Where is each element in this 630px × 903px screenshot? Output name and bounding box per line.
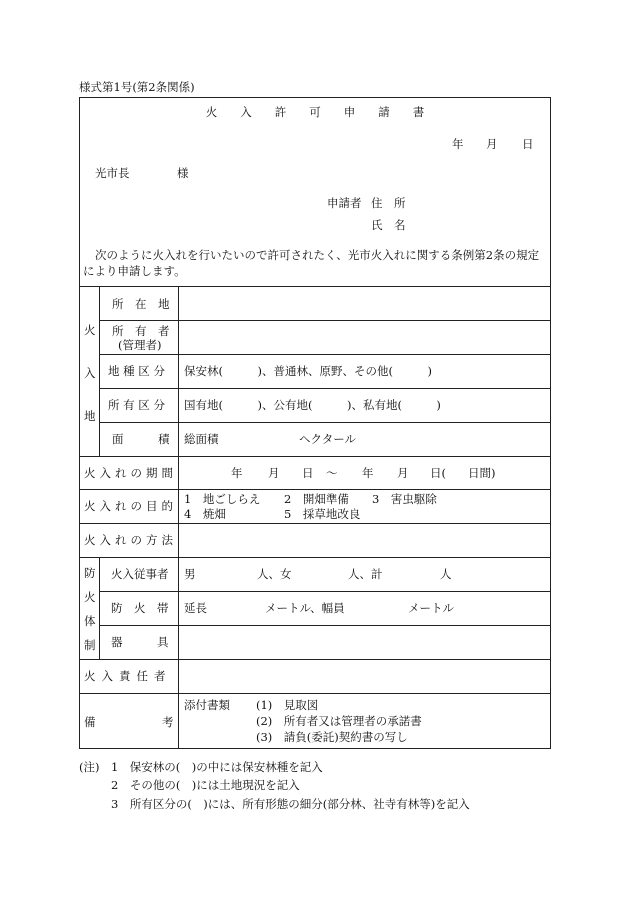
note-line: 3 所有区分の( )には、所有形態の細分(部分林、社寺有林等)を記入 xyxy=(111,797,470,811)
period-day-2: 日( xyxy=(430,466,446,480)
rule xyxy=(79,523,551,524)
period-year: 年 xyxy=(231,466,243,480)
attachment-item: (3) 請負(委託)契約書の写し xyxy=(256,730,408,744)
rule xyxy=(99,625,551,626)
location-label: 所 在 地 xyxy=(112,297,170,311)
rule xyxy=(79,693,551,694)
rule xyxy=(99,320,551,321)
area-value: 総面積 ヘクタール xyxy=(184,432,357,446)
fire-site-group-char: 火 xyxy=(84,323,96,337)
equipment-label: 器 具 xyxy=(111,635,169,649)
rule xyxy=(99,591,551,592)
title-char: 入 xyxy=(240,105,252,119)
purpose-option: 4 焼畑 xyxy=(184,507,226,521)
period-tilde: 〜 xyxy=(326,466,338,480)
owner-label: 所 有 者 xyxy=(112,324,170,338)
manager-label: (管理者) xyxy=(118,338,162,352)
form-number: 様式第1号(第2条関係) xyxy=(79,80,195,94)
applicant-address-label: 住 所 xyxy=(371,196,406,210)
attachment-item: (2) 所有者又は管理者の承諾書 xyxy=(256,714,422,728)
firebreak-length: 延長 xyxy=(184,601,207,615)
fire-prevention-group-char: 防 xyxy=(84,566,96,580)
rule xyxy=(99,286,100,456)
fire-site-group-char: 入 xyxy=(84,366,96,380)
date-year: 年 xyxy=(452,137,464,151)
intro-line: 次のように火入れを行いたいので許可されたく、光市火入れに関する条例第2条の規定 xyxy=(95,248,540,262)
title-char: 火 xyxy=(205,105,218,119)
addressee-name: 光市長 xyxy=(95,166,130,180)
period-month: 月 xyxy=(268,466,280,480)
rule xyxy=(99,557,100,659)
date-month: 月 xyxy=(486,137,498,151)
fire-site-group-char: 地 xyxy=(84,409,96,423)
rule xyxy=(79,286,551,287)
fire-prevention-group-char: 火 xyxy=(84,590,96,604)
land-class-label: 地 種 区 分 xyxy=(108,364,165,378)
period-day: 日 xyxy=(302,466,314,480)
title-char: 書 xyxy=(412,105,425,119)
workers-female: 人、女 xyxy=(257,567,292,581)
ownership-class-value: 国有地( )、公有地( )、私有地( ) xyxy=(184,398,441,412)
title-char: 可 xyxy=(309,105,321,119)
period-year-2: 年 xyxy=(362,466,374,480)
ownership-class-label: 所 有 区 分 xyxy=(108,398,165,412)
purpose-option: 3 害虫駆除 xyxy=(372,492,437,506)
firebreak-label: 防 火 帯 xyxy=(111,601,169,615)
firebreak-unit: メートル xyxy=(408,601,454,615)
rule xyxy=(99,422,551,423)
form-title xyxy=(0,105,630,119)
rule xyxy=(99,354,551,355)
fire-prevention-group-char: 体 xyxy=(84,614,96,628)
rule xyxy=(79,489,551,490)
period-month-2: 月 xyxy=(397,466,409,480)
intro-line: により申請します。 xyxy=(83,264,186,278)
applicant-name-label: 氏 名 xyxy=(371,218,406,232)
land-class-value: 保安林( )、普通林、原野、その他( ) xyxy=(184,364,432,378)
note-line: 2 その他の( )には土地現況を記入 xyxy=(111,778,300,792)
workers-total: 人、計 xyxy=(348,567,383,581)
rule xyxy=(178,286,179,749)
purpose-label: 火入れの目的 xyxy=(84,499,177,513)
workers-male: 男 xyxy=(184,567,196,581)
remarks-label: 考 xyxy=(162,715,174,729)
rule xyxy=(99,388,551,389)
attachments-label: 添付書類 xyxy=(184,698,230,712)
title-char: 請 xyxy=(378,105,390,119)
title-char: 許 xyxy=(274,105,287,119)
firebreak-width: メートル、幅員 xyxy=(265,601,345,615)
rule xyxy=(79,659,551,660)
purpose-option: 1 地ごしらえ xyxy=(184,492,261,506)
workers-unit: 人 xyxy=(440,567,452,581)
title-char: 申 xyxy=(343,105,356,119)
attachment-item: (1) 見取図 xyxy=(256,698,319,712)
fire-prevention-group-char: 制 xyxy=(84,638,96,652)
purpose-option: 5 採草地改良 xyxy=(284,507,361,521)
rule xyxy=(79,557,551,558)
rule xyxy=(79,456,551,457)
workers-label: 火入従事者 xyxy=(111,567,169,581)
application-form xyxy=(79,97,551,749)
responsible-label: 火入責任者 xyxy=(84,669,172,683)
method-label: 火入れの方法 xyxy=(84,533,177,547)
period-days: 日間) xyxy=(468,466,496,480)
addressee-honorific: 様 xyxy=(177,166,189,180)
date-day: 日 xyxy=(522,137,534,151)
area-label: 面 積 xyxy=(112,432,170,446)
note-line: (注) 1 保安林の( )の中には保安林種を記入 xyxy=(79,760,323,774)
remarks-label: 備 xyxy=(84,715,96,729)
period-label: 火入れの期間 xyxy=(84,466,177,480)
applicant-label: 申請者 xyxy=(327,196,362,210)
purpose-option: 2 開畑準備 xyxy=(284,492,349,506)
